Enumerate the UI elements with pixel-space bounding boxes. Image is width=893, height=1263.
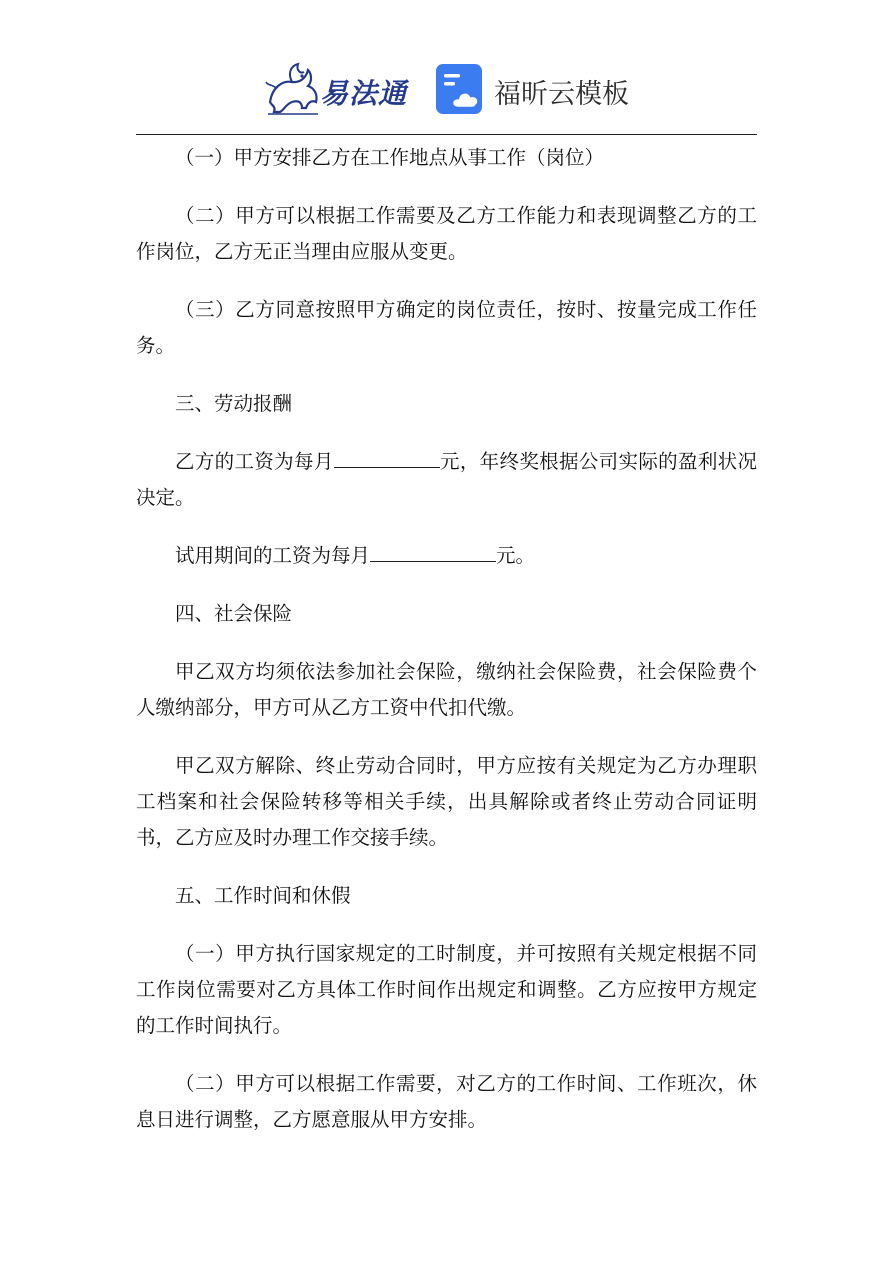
section-heading: 三、劳动报酬 <box>175 392 293 415</box>
probation-salary-blank <box>370 539 496 562</box>
paragraph: （二）甲方可以根据工作需要及乙方工作能力和表现调整乙方的工作岗位，乙方无正当理由应服从变更。 <box>136 204 757 263</box>
text-run: 元。 <box>496 544 536 567</box>
page-header <box>0 58 893 122</box>
paragraph: （一）甲方执行国家规定的工时制度，并可按照有关规定根据不同工作岗位需要对乙方具体工作时间作出规定和调整。乙方应按甲方规定的工作时间执行。 <box>136 942 757 1037</box>
document-body <box>136 140 757 1160</box>
header-divider <box>136 134 757 135</box>
paragraph <box>136 444 757 516</box>
foxit-cloud-template-logo <box>436 62 646 118</box>
paragraph <box>136 538 757 574</box>
yifatong-logo <box>262 58 422 122</box>
text-run: 元，年终奖根据公司实际的盈利状况决定。 <box>136 450 757 509</box>
foxit-cloud-template-text: 福昕云模板 <box>494 79 629 110</box>
text-run: 试用期间的工资为每月 <box>175 544 371 567</box>
yifatong-logo-text: 易法通 <box>320 77 408 110</box>
text-run: 乙方的工资为每月 <box>175 450 334 473</box>
paragraph: （二）甲方可以根据工作需要，对乙方的工作时间、工作班次，休息日进行调整，乙方愿意服从甲方安排。 <box>136 1072 757 1131</box>
paragraph: （一）甲方安排乙方在工作地点从事工作（岗位） <box>175 146 605 169</box>
section-heading: 五、工作时间和休假 <box>175 884 351 907</box>
monthly-salary-blank <box>334 445 440 468</box>
paragraph: 甲乙双方解除、终止劳动合同时，甲方应按有关规定为乙方办理职工档案和社会保险转移等相关手续，出具解除或者终止劳动合同证明书，乙方应及时办理工作交接手续。 <box>136 754 757 849</box>
paragraph: 甲乙双方均须依法参加社会保险，缴纳社会保险费，社会保险费个人缴纳部分，甲方可从乙方工资中代扣代缴。 <box>136 660 757 719</box>
document-cloud-icon <box>436 64 486 116</box>
qilin-emblem-icon <box>262 58 324 122</box>
paragraph: （三）乙方同意按照甲方确定的岗位责任，按时、按量完成工作任务。 <box>136 298 757 357</box>
section-heading: 四、社会保险 <box>175 602 293 625</box>
